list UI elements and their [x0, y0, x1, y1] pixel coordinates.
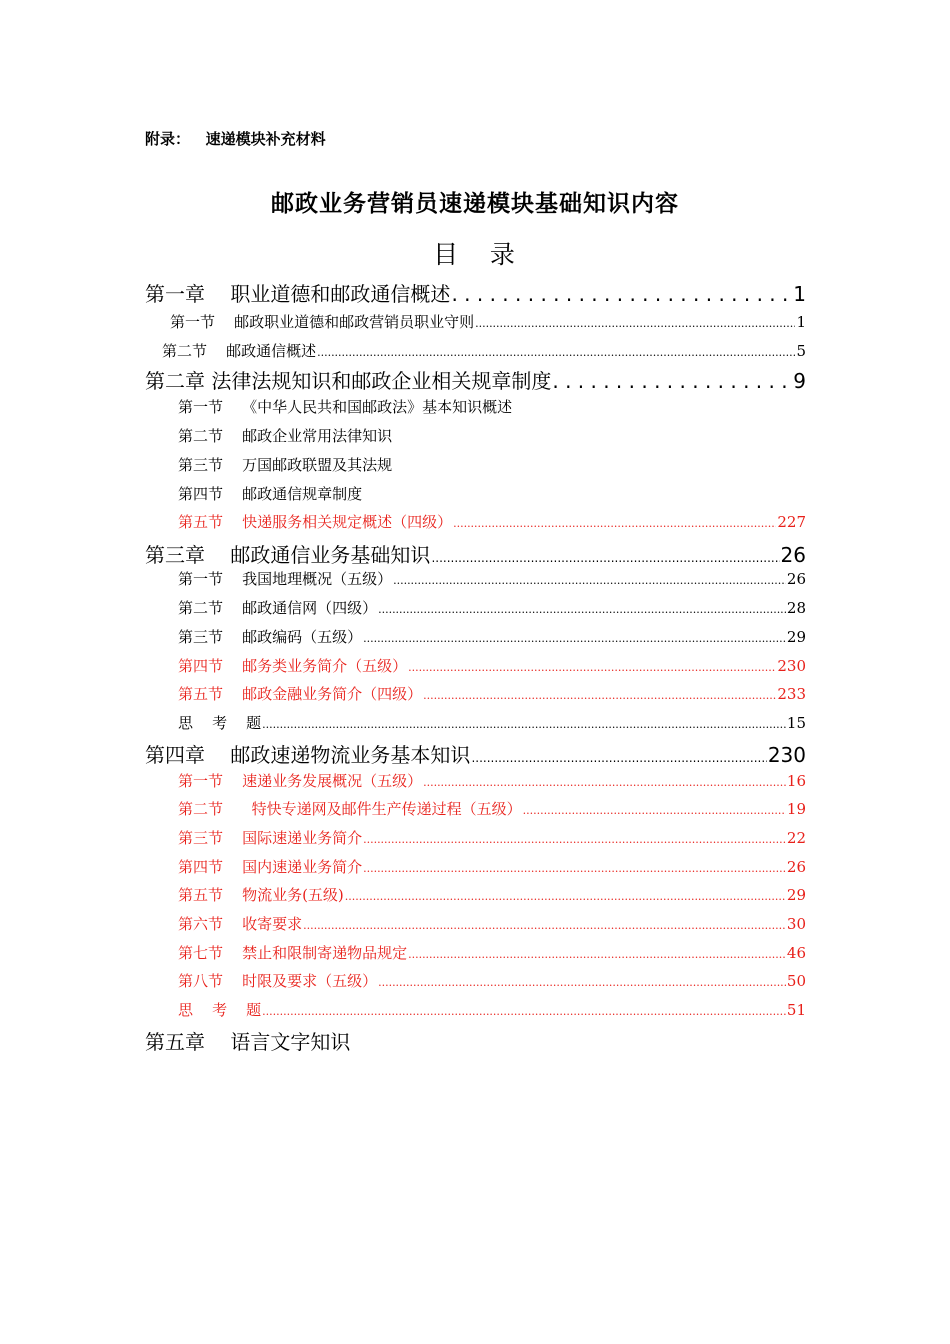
toc-entry-title: 第四节 邮政通信规章制度 — [178, 485, 363, 503]
toc-chapter-entry[interactable] — [145, 1026, 806, 1056]
toc-section-entry[interactable] — [170, 311, 806, 337]
toc-page-number: 5 — [796, 342, 806, 360]
toc-chapter-entry[interactable] — [145, 539, 806, 569]
toc-section-entry[interactable] — [178, 970, 806, 996]
toc-page-number: 19 — [786, 800, 806, 818]
toc-entry-title: 第三章 邮政通信业务基础知识 — [145, 543, 431, 567]
toc-entry-title: 第三节 万国邮政联盟及其法规 — [178, 456, 393, 474]
toc-page-number: 15 — [786, 714, 806, 732]
dot-leader — [378, 976, 786, 989]
dot-leader — [523, 804, 786, 817]
toc-page-number: 1 — [793, 282, 806, 306]
dot-leader — [363, 862, 786, 875]
toc-section-entry[interactable] — [178, 626, 806, 652]
document-title: 邮政业务营销员速递模块基础知识内容 — [271, 191, 679, 217]
toc-page-number: 30 — [786, 915, 806, 933]
toc-chapter-entry[interactable] — [145, 739, 806, 769]
dot-leader — [363, 632, 786, 645]
toc-section-entry[interactable] — [178, 798, 806, 824]
toc-entry-title: 第五节 快递服务相关规定概述（四级） — [178, 513, 453, 531]
toc-entry-title: 第二节 邮政企业常用法律知识 — [178, 427, 393, 445]
dot-leader — [451, 282, 792, 306]
toc-section-entry[interactable] — [178, 597, 806, 623]
toc-heading: 目 录 — [433, 240, 517, 269]
toc-page-number: 22 — [786, 829, 806, 847]
toc-entry-title: 第七节 禁止和限制寄递物品规定 — [178, 944, 408, 962]
dot-leader — [345, 890, 786, 903]
toc-entry-title: 第六节 收寄要求 — [178, 915, 303, 933]
toc-chapter-entry[interactable] — [145, 365, 806, 395]
toc-entry-title: 第四节 邮务类业务简介（五级） — [178, 657, 408, 675]
toc-entry-title: 思 考 题 — [178, 714, 262, 732]
dot-leader — [431, 551, 779, 565]
toc-page-number: 51 — [786, 1001, 806, 1019]
toc-entry-title: 第三节 邮政编码（五级） — [178, 628, 363, 646]
toc-section-entry[interactable] — [178, 396, 806, 422]
toc-entry-title: 第二章 法律法规知识和邮政企业相关规章制度 — [145, 369, 552, 393]
toc-page-number: 26 — [786, 570, 806, 588]
toc-entry-title: 第五节 物流业务(五级) — [178, 886, 344, 904]
toc-entry-title: 思 考 题 — [178, 1001, 262, 1019]
dot-leader — [408, 661, 776, 674]
toc-section-entry[interactable] — [162, 340, 806, 366]
toc-entry-title: 第二节 邮政通信概述 — [162, 342, 317, 360]
dot-leader — [262, 718, 786, 731]
dot-leader — [475, 317, 795, 330]
toc-page-number: 227 — [777, 513, 806, 531]
toc-entry-title: 第一节 《中华人民共和国邮政法》基本知识概述 — [178, 398, 513, 416]
appendix-label: 附录： 速递模块补充材料 — [145, 130, 326, 148]
toc-entry-title: 第五章 语言文字知识 — [145, 1030, 351, 1054]
toc-section-entry[interactable] — [178, 425, 806, 451]
toc-section-entry[interactable] — [178, 683, 806, 709]
dot-leader — [317, 346, 795, 359]
dot-leader — [423, 776, 786, 789]
dot-leader — [423, 689, 776, 702]
toc-page-number: 29 — [786, 628, 806, 646]
toc-entry-title: 第二节 邮政通信网（四级） — [178, 599, 378, 617]
toc-section-entry[interactable] — [178, 655, 806, 681]
dot-leader — [363, 833, 786, 846]
toc-section-entry[interactable] — [178, 568, 806, 594]
toc-section-entry[interactable] — [178, 483, 806, 509]
dot-leader — [262, 1005, 786, 1018]
toc-page-number: 16 — [786, 772, 806, 790]
toc-section-entry[interactable] — [178, 712, 806, 738]
dot-leader — [453, 517, 776, 530]
dot-leader — [408, 948, 786, 961]
toc-entry-title: 第三节 国际速递业务简介 — [178, 829, 363, 847]
toc-section-entry[interactable] — [178, 770, 806, 796]
toc-page-number: 230 — [767, 743, 806, 767]
toc-page-number: 230 — [777, 657, 806, 675]
dot-leader — [552, 369, 792, 393]
dot-leader — [378, 603, 786, 616]
toc-section-entry[interactable] — [178, 454, 806, 480]
dot-leader — [303, 919, 786, 932]
toc-section-entry[interactable] — [178, 884, 806, 910]
toc-page-number: 233 — [777, 685, 806, 703]
toc-page-number: 50 — [786, 972, 806, 990]
toc-section-entry[interactable] — [178, 827, 806, 853]
toc-entry-title: 第四节 国内速递业务简介 — [178, 858, 363, 876]
toc-section-entry[interactable] — [178, 856, 806, 882]
toc-page-number: 26 — [786, 858, 806, 876]
toc-section-entry[interactable] — [178, 999, 806, 1025]
toc-section-entry[interactable] — [178, 913, 806, 939]
toc-entry-title: 第一章 职业道德和邮政通信概述 — [145, 282, 451, 306]
toc-page-number: 46 — [786, 944, 806, 962]
toc-page-number: 26 — [780, 543, 806, 567]
toc-entry-title: 第四章 邮政速递物流业务基本知识 — [145, 743, 471, 767]
dot-leader — [393, 574, 786, 587]
toc-entry-title: 第一节 速递业务发展概况（五级） — [178, 772, 423, 790]
toc-entry-title: 第八节 时限及要求（五级） — [178, 972, 378, 990]
toc-entry-title: 第一节 我国地理概况（五级） — [178, 570, 393, 588]
toc-page-number: 29 — [786, 886, 806, 904]
toc-page-number: 28 — [786, 599, 806, 617]
toc-page-number: 1 — [796, 313, 806, 331]
toc-entry-title: 第五节 邮政金融业务简介（四级） — [178, 685, 423, 703]
dot-leader — [471, 751, 766, 765]
toc-page-number: 9 — [793, 369, 806, 393]
toc-entry-title: 第一节 邮政职业道德和邮政营销员职业守则 — [170, 313, 475, 331]
toc-section-entry[interactable] — [178, 942, 806, 968]
toc-chapter-entry[interactable] — [145, 278, 806, 308]
toc-section-entry[interactable] — [178, 511, 806, 537]
toc-entry-title: 第二节 特快专递网及邮件生产传递过程（五级） — [178, 800, 522, 818]
